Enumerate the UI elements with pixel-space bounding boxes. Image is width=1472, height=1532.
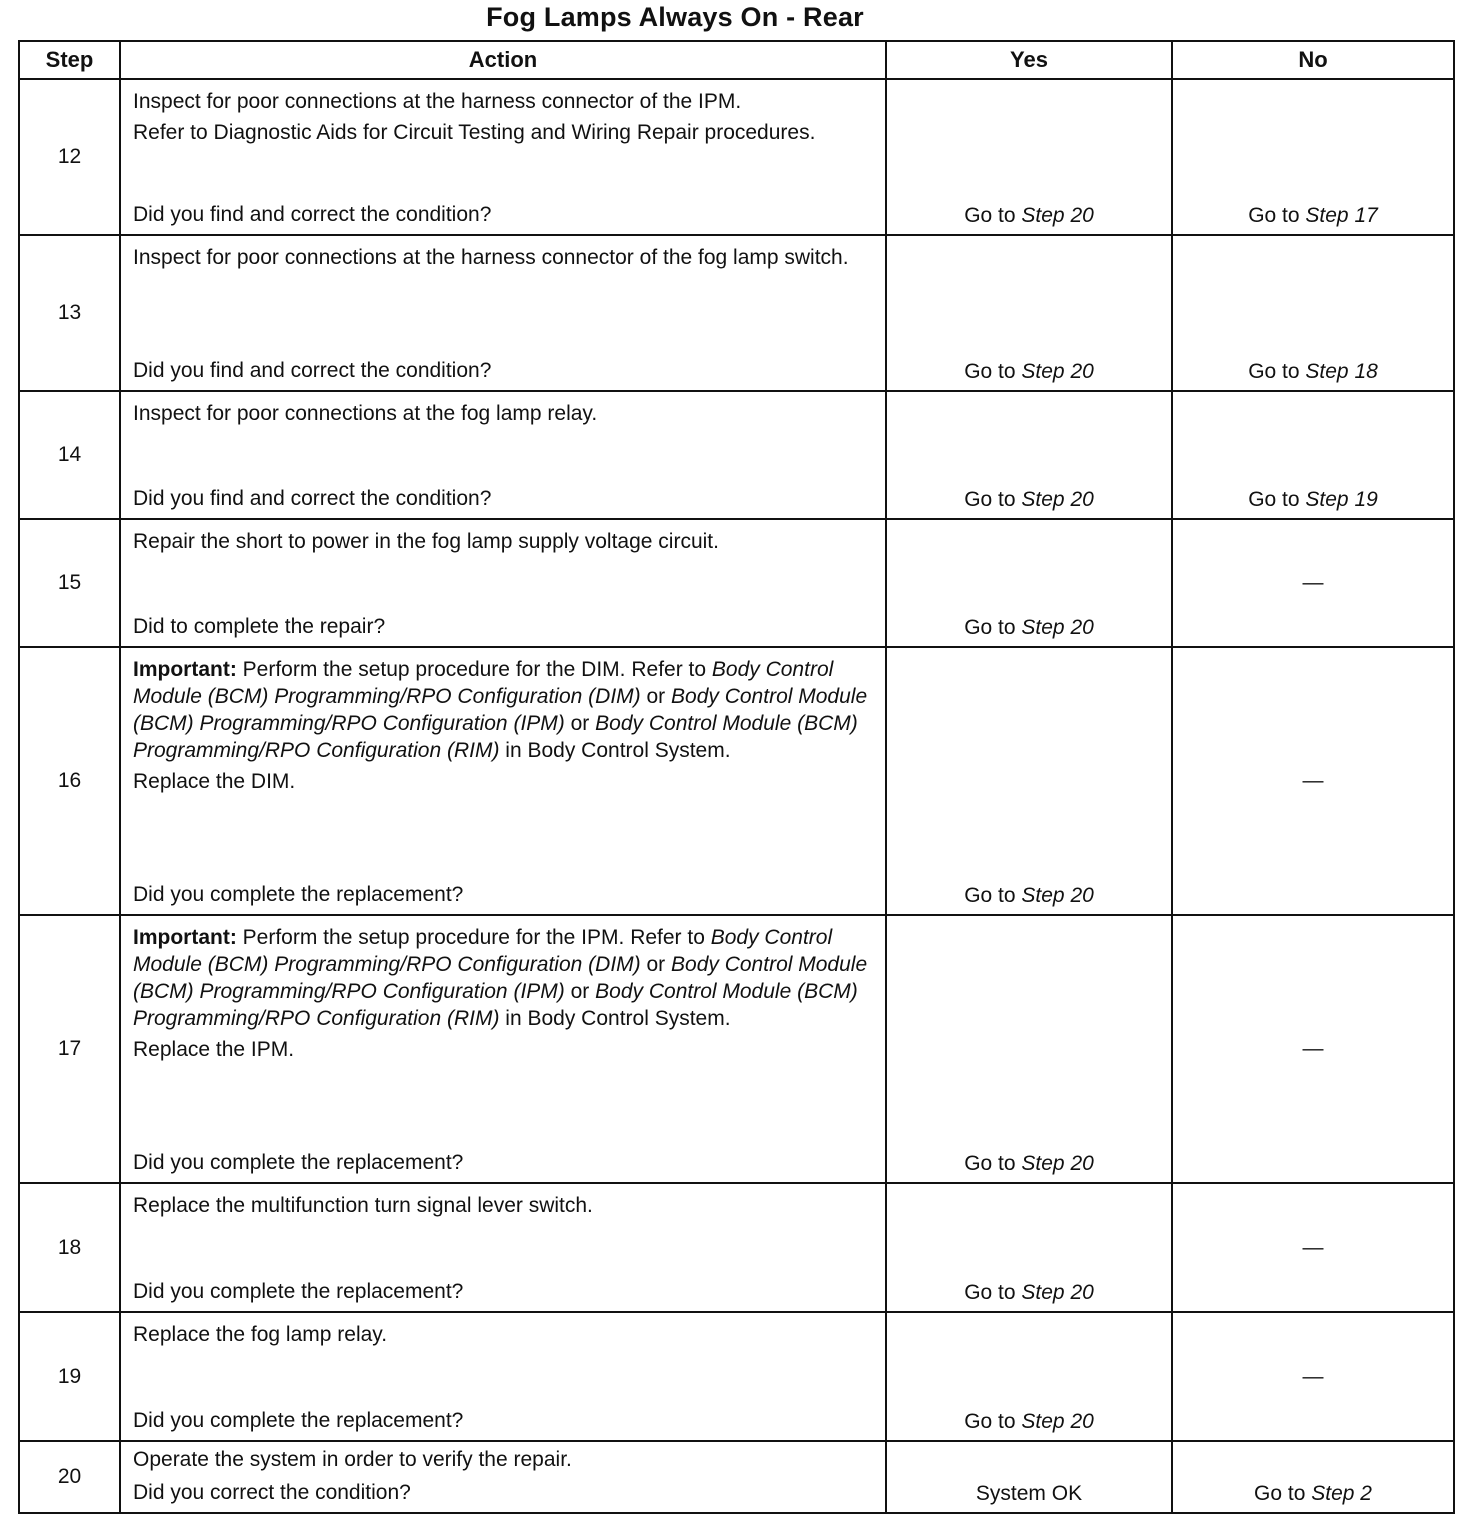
header-step: Step	[19, 41, 120, 79]
no-cell	[1172, 79, 1454, 235]
action-question: Did you find and correct the condition?	[133, 487, 492, 510]
action-cell	[120, 915, 886, 1183]
or-text: or	[570, 980, 590, 1003]
important-note	[133, 924, 873, 1032]
no-dash: —	[1302, 571, 1324, 594]
action-cell	[120, 1183, 886, 1312]
no-dash: —	[1302, 769, 1324, 792]
no-prefix: Go to	[1254, 1482, 1306, 1505]
yes-cell	[886, 1183, 1172, 1312]
action-question: Did to complete the repair?	[133, 615, 386, 638]
action-question: Did you find and correct the condition?	[133, 359, 492, 382]
yes-text: System OK	[975, 1482, 1083, 1505]
action-text: Repair the short to power in the fog lamp supply voltage circuit.	[133, 530, 719, 553]
step-number: 12	[19, 79, 120, 235]
table-row	[19, 647, 1454, 915]
table-row	[19, 1312, 1454, 1441]
yes-prefix: Go to	[964, 616, 1016, 639]
no-cell	[1172, 647, 1454, 915]
yes-prefix: Go to	[964, 1152, 1016, 1175]
action-question: Did you complete the replacement?	[133, 883, 464, 906]
action-text: Replace the DIM.	[133, 770, 296, 793]
action-question: Did you complete the replacement?	[133, 1151, 464, 1174]
action-cell	[120, 391, 886, 519]
action-text: Inspect for poor connections at the harness connector of the fog lamp switch.	[133, 246, 849, 269]
or-text: or	[646, 685, 666, 708]
header-row	[19, 41, 1454, 79]
no-dash: —	[1302, 1364, 1324, 1388]
reference-link[interactable]: Body Control Module (BCM) Programming/RPO Configuration (IPM)	[133, 685, 868, 735]
no-dash: —	[1302, 1037, 1324, 1060]
yes-step-link[interactable]: Step 20	[1021, 616, 1094, 639]
yes-prefix: Go to	[964, 204, 1016, 227]
yes-cell	[886, 391, 1172, 519]
header-yes: Yes	[886, 41, 1172, 79]
action-question: Did you find and correct the condition?	[133, 203, 492, 226]
important-note	[133, 656, 873, 764]
yes-cell	[886, 1441, 1172, 1513]
reference-link[interactable]: Body Control Module (BCM) Programming/RPO Configuration (DIM)	[133, 658, 834, 708]
yes-step-link[interactable]: Step 20	[1021, 1152, 1094, 1175]
no-step-link[interactable]: Step 19	[1305, 488, 1378, 511]
yes-prefix: Go to	[964, 488, 1016, 511]
tail-text: in Body Control System.	[505, 739, 731, 762]
yes-step-link[interactable]: Step 20	[1021, 1410, 1094, 1433]
action-text: Refer to Diagnostic Aids for Circuit Testing and Wiring Repair procedures.	[133, 121, 816, 144]
no-cell	[1172, 915, 1454, 1183]
page-title: Fog Lamps Always On - Rear	[486, 2, 864, 32]
table-row	[19, 235, 1454, 391]
no-prefix: Go to	[1248, 360, 1300, 383]
yes-cell	[886, 647, 1172, 915]
yes-prefix: Go to	[964, 884, 1016, 907]
action-cell	[120, 647, 886, 915]
tail-text: in Body Control System.	[505, 1007, 731, 1030]
action-text: Replace the IPM.	[133, 1038, 295, 1061]
step-number: 14	[19, 391, 120, 519]
reference-link[interactable]: Body Control Module (BCM) Programming/RPO Configuration (RIM)	[133, 712, 858, 762]
header-action: Action	[120, 41, 886, 79]
table-row	[19, 519, 1454, 647]
important-text: Perform the setup procedure for the IPM. Refer to	[242, 926, 705, 949]
no-cell	[1172, 1441, 1454, 1513]
action-text: Replace the multifunction turn signal lever switch.	[133, 1194, 593, 1217]
action-cell	[120, 1312, 886, 1441]
yes-prefix: Go to	[964, 360, 1016, 383]
action-cell	[120, 519, 886, 647]
no-cell	[1172, 1312, 1454, 1441]
yes-prefix: Go to	[964, 1410, 1016, 1433]
reference-link[interactable]: Body Control Module (BCM) Programming/RPO Configuration (RIM)	[133, 980, 858, 1030]
step-number: 15	[19, 519, 120, 647]
step-number: 16	[19, 647, 120, 915]
step-number: 19	[19, 1312, 120, 1441]
yes-cell	[886, 519, 1172, 647]
action-text: Replace the fog lamp relay.	[133, 1323, 388, 1346]
action-question: Did you correct the condition?	[133, 1481, 411, 1504]
action-text: Inspect for poor connections at the fog lamp relay.	[133, 402, 598, 425]
reference-link[interactable]: Body Control Module (BCM) Programming/RPO Configuration (DIM)	[133, 926, 833, 976]
step-number: 20	[19, 1441, 120, 1513]
table-row	[19, 1441, 1454, 1513]
yes-step-link[interactable]: Step 20	[1021, 884, 1094, 907]
header-no: No	[1172, 41, 1454, 79]
no-step-link[interactable]: Step 17	[1305, 204, 1378, 227]
important-text: Perform the setup procedure for the DIM. Refer to	[242, 658, 707, 681]
action-question: Did you complete the replacement?	[133, 1409, 464, 1432]
no-cell	[1172, 519, 1454, 647]
action-cell	[120, 235, 886, 391]
or-text: or	[570, 712, 590, 735]
action-cell	[120, 79, 886, 235]
no-cell	[1172, 1183, 1454, 1312]
step-number: 17	[19, 915, 120, 1183]
yes-cell	[886, 915, 1172, 1183]
yes-step-link[interactable]: Step 20	[1021, 204, 1094, 227]
no-cell	[1172, 235, 1454, 391]
yes-cell	[886, 79, 1172, 235]
yes-step-link[interactable]: Step 20	[1021, 488, 1094, 511]
action-text: Operate the system in order to verify the repair.	[133, 1448, 572, 1471]
yes-prefix: Go to	[964, 1281, 1016, 1304]
table-row	[19, 391, 1454, 519]
no-step-link[interactable]: Step 18	[1305, 360, 1378, 383]
yes-step-link[interactable]: Step 20	[1021, 1281, 1094, 1304]
important-label: Important:	[133, 926, 237, 949]
yes-cell	[886, 1312, 1172, 1441]
action-question: Did you complete the replacement?	[133, 1280, 464, 1303]
or-text: or	[646, 953, 666, 976]
action-cell	[120, 1441, 886, 1513]
reference-link[interactable]: Body Control Module (BCM) Programming/RPO Configuration (IPM)	[133, 953, 868, 1003]
step-number: 13	[19, 235, 120, 391]
step-number: 18	[19, 1183, 120, 1312]
yes-step-link[interactable]: Step 20	[1021, 360, 1094, 383]
no-prefix: Go to	[1248, 204, 1300, 227]
important-label: Important:	[133, 658, 237, 681]
no-prefix: Go to	[1248, 488, 1300, 511]
yes-cell	[886, 235, 1172, 391]
table-row	[19, 915, 1454, 1183]
table-row	[19, 1183, 1454, 1312]
table-row	[19, 79, 1454, 235]
no-dash: —	[1302, 1235, 1324, 1259]
no-step-link[interactable]: Step 2	[1311, 1482, 1372, 1505]
no-cell	[1172, 391, 1454, 519]
action-text: Inspect for poor connections at the harness connector of the IPM.	[133, 90, 742, 113]
diagnostic-table	[18, 40, 1455, 1514]
